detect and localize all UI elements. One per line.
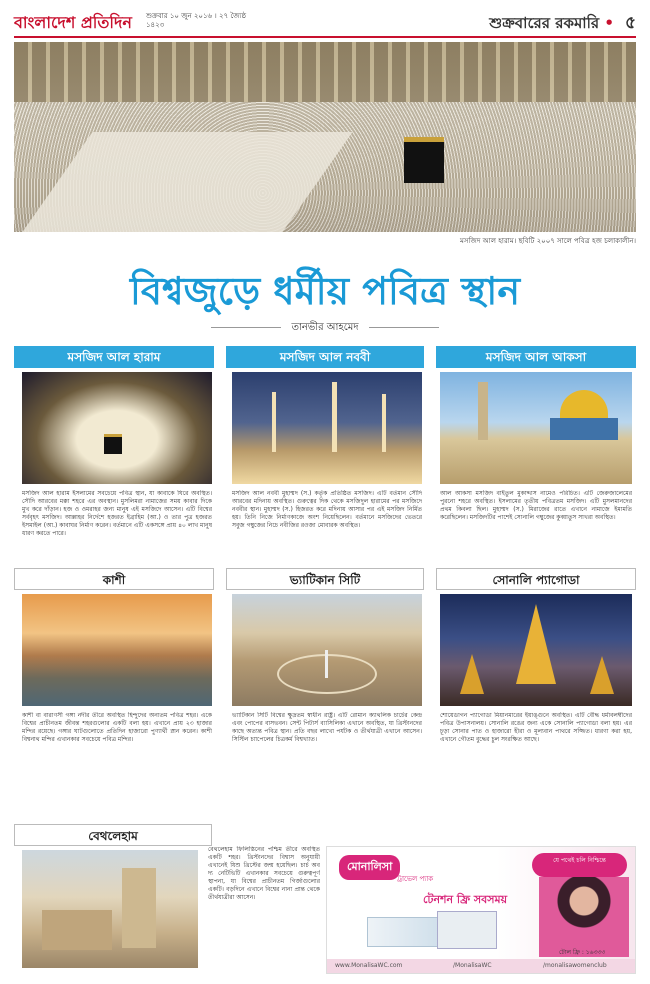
page-title: বিশ্বজুড়ে ধর্মীয় পবিত্র স্থান bbox=[129, 268, 521, 313]
byline: তানভীর আহমেদ bbox=[0, 320, 650, 337]
masthead bbox=[14, 8, 636, 38]
article-bethlehem: বেথলেহাম ফিলিস্তিনের পশ্চিম তীরে অবস্থিত একটি শহর। খ্রিস্টানদের বিশ্বাস অনুযায়ী এখানেই যিশু খ্রিস্টের জন্ম হয়েছিল। চার্চ অব দ্য নেটিভিটি এখানকার সবচেয়ে গুরুত্বপূর্ণ স্থাপনা, যা বিশ্বের প্রাচীনতম গির্জাগুলোর একটি। বড়দিনে এখানে বিশ্বের নানা প্রান্ত থেকে তীর্থযাত্রীরা আসেন। bbox=[208, 846, 320, 901]
photo-al-haram bbox=[22, 372, 212, 484]
section-heading-golden-pagoda: সোনালি প্যাগোডা bbox=[436, 568, 636, 590]
section-heading-bethlehem: বেথলেহাম bbox=[14, 824, 212, 846]
section-heading-al-haram: মসজিদ আল হারাম bbox=[14, 346, 214, 368]
section-heading-al-aqsa: মসজিদ আল আকসা bbox=[436, 346, 636, 368]
ad-instagram[interactable]: /monalisawomenclub bbox=[543, 962, 607, 969]
hero-photo-masjid-al-haram bbox=[14, 42, 636, 232]
ad-facebook[interactable]: /MonalisaWC bbox=[453, 962, 492, 969]
section-heading-kashi: কাশী bbox=[14, 568, 214, 590]
photo-vatican bbox=[232, 594, 422, 706]
section-heading-al-nabawi: মসজিদ আল নববী bbox=[226, 346, 424, 368]
section-title: শুক্রবারের রকমারি • bbox=[489, 14, 614, 32]
ad-contact-strip bbox=[327, 959, 636, 973]
article-al-haram: মসজিদ আল হারাম ইসলামের সবচেয়ে পবিত্র স্থান, যা কাবাকে ঘিরে অবস্থিত। সৌদি আরবের মক্কা শহরে এর অবস্থান। মুসলিমরা নামাজের সময় কাবার দিকে মুখ করে দাঁড়ান। হজ ও ওমরাহর জন্য মানুষ এই মসজিদে আসেন। এটি বিশ্বের সর্ববৃহৎ মসজিদ। আল্লাহর নির্দেশে হজরত ইব্রাহিম (আ.) ও তার পুত্র হজরত ইসমাইল (আ.) কাবাঘর নির্মাণ করেন। বর্তমানে এটি একসঙ্গে প্রায় ৪০ লাখ মানুষ ধারণ করতে পারে। bbox=[22, 490, 212, 537]
newspaper-logo: বাংলাদেশ প্রতিদিন bbox=[14, 13, 132, 32]
article-al-nabawi: মসজিদ আল নববী মুহাম্মদ (স.) কর্তৃক প্রতিষ্ঠিত মসজিদ। এটি বর্তমান সৌদি আরবের মদিনায় অবস্থিত। গুরুত্বের দিক থেকে মসজিদুল হারামের পর মসজিদে নববীর স্থান। মুহাম্মদ (স.) হিজরত করে মদিনায় আসার পর এই মসজিদ নির্মিত হয়। তিনি নিজে নির্মাণকাজে অংশ নিয়েছিলেন। বর্তমানে মসজিদের ভেতরে সবুজ গম্বুজের নিচে নবীজির রওজা মোবারক অবস্থিত। bbox=[232, 490, 422, 529]
product-box-image bbox=[437, 911, 497, 949]
ad-slogan: টেনশন ফ্রি সবসময় bbox=[423, 893, 508, 906]
hero-caption: মসজিদ আল হারাম। ছবিটি ২০০৭ সালে পবিত্র হজ চলাকালীন। bbox=[459, 237, 636, 245]
ad-model-image bbox=[539, 877, 629, 957]
photo-al-aqsa bbox=[440, 372, 632, 484]
ad-website[interactable]: www.MonalisaWC.com bbox=[335, 962, 403, 969]
issue-date: শুক্রবার ১০ জুন ২০১৬ । ২৭ জ্যৈষ্ঠ ১৪২৩ bbox=[146, 12, 247, 29]
photo-golden-pagoda bbox=[440, 594, 632, 706]
ad-bubble: যে পথেই চলি নিশ্চিন্তে bbox=[532, 853, 627, 877]
advertisement-monalisa[interactable] bbox=[326, 846, 636, 974]
page-number: ৫ bbox=[624, 13, 636, 33]
photo-al-nabawi bbox=[232, 372, 422, 484]
photo-kashi bbox=[22, 594, 212, 706]
photo-bethlehem bbox=[22, 850, 198, 968]
section-heading-vatican: ভ্যাটিকান সিটি bbox=[226, 568, 424, 590]
article-golden-pagoda: শোয়েডাগন প্যাগোডা মিয়ানমারের ইয়াঙ্গুনে অবস্থিত। এটি বৌদ্ধ ধর্মাবলম্বীদের পবিত্র উপাসনালয়। সোনালি রঙের জন্য একে সোনালি প্যাগোডা বলা হয়। এর চূড়া সোনার পাত ও হাজারো হীরা ও মূল্যবান পাথরে সজ্জিত। ধারণা করা হয়, এখানে গৌতম বুদ্ধের চুল সংরক্ষিত আছে। bbox=[440, 712, 632, 743]
article-vatican: ভ্যাটিকান সিটি বিশ্বের ক্ষুদ্রতম স্বাধীন রাষ্ট্র। এটি রোমান ক্যাথলিক চার্চের কেন্দ্র এবং পোপের বাসভবন। সেন্ট পিটার্স ব্যাসিলিকা এখানে অবস্থিত, যা খ্রিস্টানদের কাছে অত্যন্ত পবিত্র স্থান। প্রতি বছর লাখো পর্যটক ও তীর্থযাত্রী এখানে আসেন। সিস্টিন চ্যাপেলের চিত্রকর্ম বিশ্বখ্যাত। bbox=[232, 712, 422, 743]
ad-toll-free: টোল ফ্রি : ১৬৩৩৩ bbox=[559, 949, 606, 956]
article-al-aqsa: আল আকসা মসজিদ বাইতুল মুকাদ্দাস নামেও পরিচিত। এটি জেরুজালেমের পুরনো শহরে অবস্থিত। ইসলামের তৃতীয় পবিত্রতম মসজিদ। এটি মুসলমানদের প্রথম কিবলা ছিল। মুহাম্মদ (স.) মিরাজের রাতে এখানে নামাজে ইমামতি করেছিলেন। মসজিদটির পাশেই সোনালি গম্বুজের কুব্বাতুস সাখরা অবস্থিত। bbox=[440, 490, 632, 521]
ad-brand-logo: মোনালিসা bbox=[339, 855, 400, 880]
article-kashi: কাশী বা বারাণসী গঙ্গা নদীর তীরে অবস্থিত হিন্দুদের অন্যতম পবিত্র শহর। একে বিশ্বের প্রাচীনতম জীবন্ত শহরগুলোর একটি বলা হয়। এখানে প্রায় ২৩ হাজার মন্দির রয়েছে। গঙ্গার ঘাটগুলোতে প্রতিদিন হাজারো পুণ্যার্থী স্নান করেন। কাশী বিশ্বনাথ মন্দির এখানকার সবচেয়ে পবিত্র মন্দির। bbox=[22, 712, 212, 743]
ad-subtitle: ট্রাভেল প্যাক bbox=[397, 875, 434, 883]
kaaba-illustration bbox=[404, 137, 444, 183]
